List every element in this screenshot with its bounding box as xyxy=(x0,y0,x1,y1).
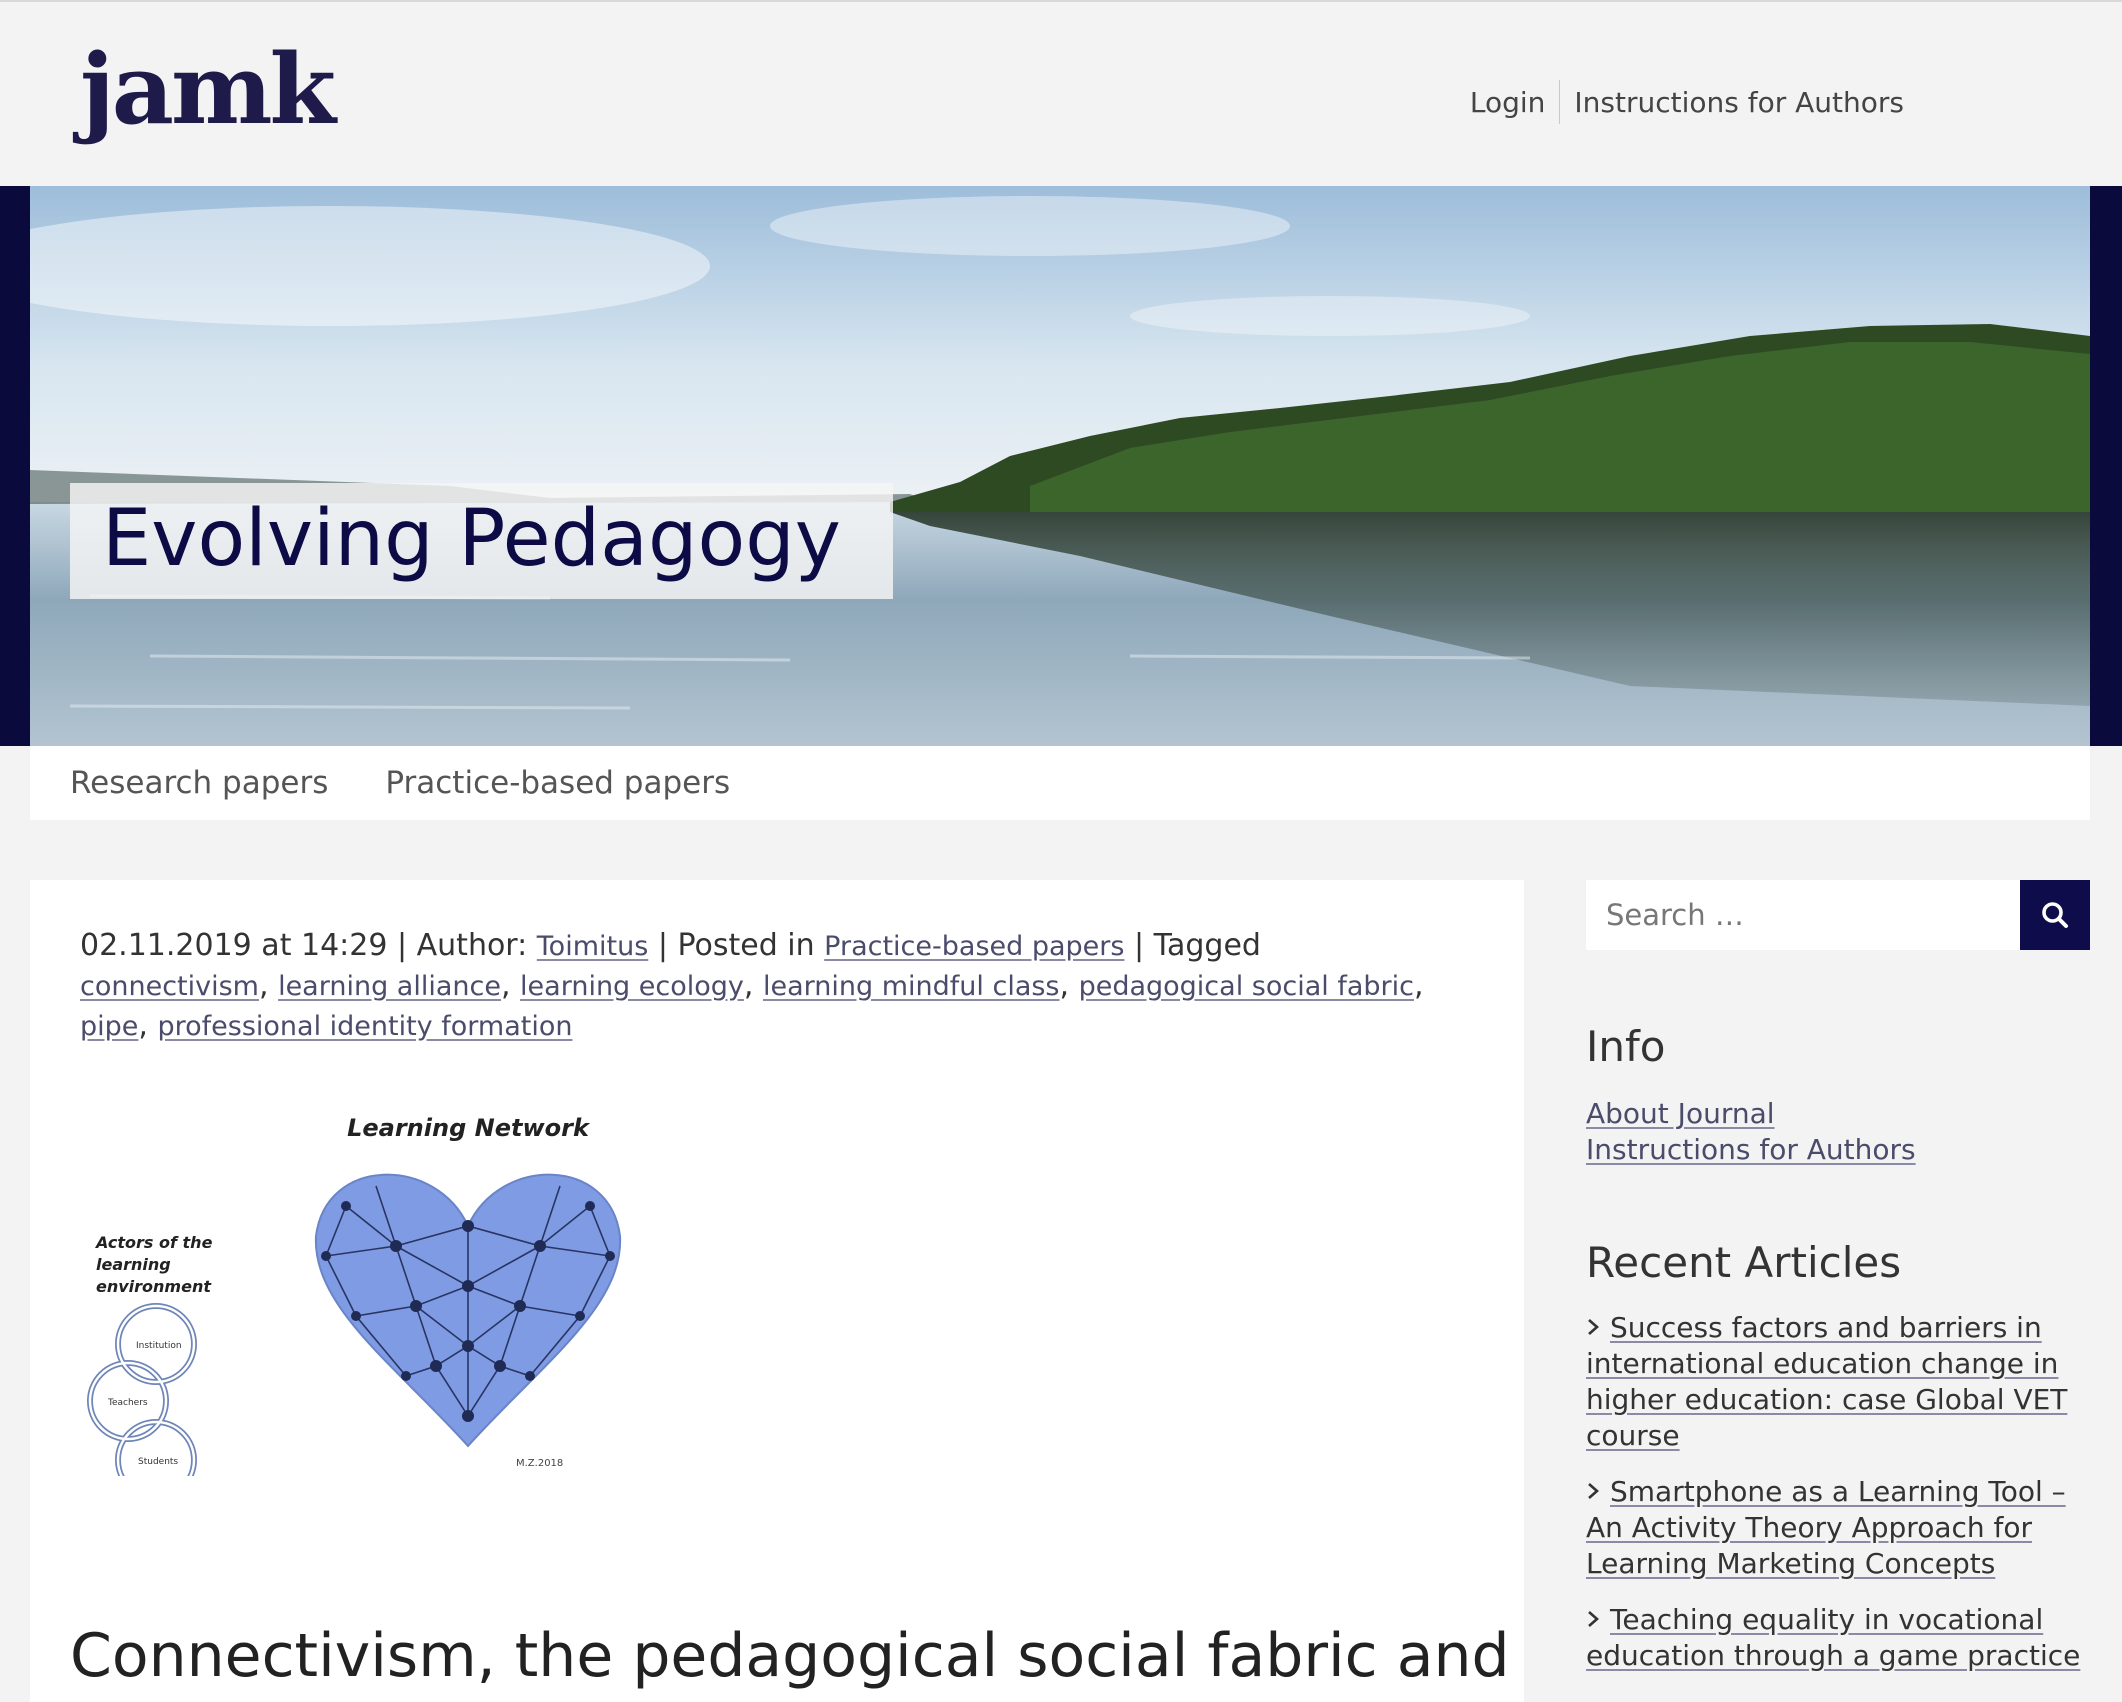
practice-based-papers-link[interactable]: Practice-based papers xyxy=(385,765,731,801)
article-card xyxy=(30,880,1524,1702)
actors-caption xyxy=(94,1233,213,1296)
info-links xyxy=(1586,1096,1916,1168)
list-item xyxy=(1586,1310,2096,1454)
category-nav xyxy=(30,746,2090,820)
tag-link[interactable]: pipe xyxy=(80,1011,139,1042)
posted-in-label: | Posted in xyxy=(657,928,815,963)
hero-banner xyxy=(30,186,2090,746)
search-form xyxy=(1586,880,2090,950)
post-date: 02.11.2019 at 14:29 xyxy=(80,928,388,963)
tag-link[interactable]: learning mindful class xyxy=(762,971,1060,1002)
svg-text:Teachers: Teachers xyxy=(108,1398,148,1408)
lake-landscape-image xyxy=(30,186,2090,746)
post-meta: 02.11.2019 at 14:29 | Author: Toimitus | Posted in Practice-based papers | Tagged connectivism, learning alliance, learning ecology, learning mindful class, pedagogical social fabric, pipe, professional identity formation xyxy=(80,928,1424,1043)
learning-network-figure[interactable] xyxy=(76,1116,676,1476)
jamk-logo[interactable]: jamk xyxy=(80,33,334,146)
search-button[interactable] xyxy=(2020,880,2090,950)
chevron-right-icon xyxy=(1586,1310,1600,1346)
journal-title[interactable]: Evolving Pedagogy xyxy=(102,494,841,584)
recent-article-link[interactable]: Success factors and barriers in international education change in higher education: case Global VET course xyxy=(1586,1311,2068,1452)
sidebar-instructions-link[interactable]: Instructions for Authors xyxy=(1586,1133,1916,1166)
recent-articles-heading: Recent Articles xyxy=(1586,1238,1902,1287)
figure-title: Learning Network xyxy=(347,1116,589,1142)
list-item xyxy=(1586,1602,2096,1674)
svg-text:Actors of the: Actors of the xyxy=(96,1233,213,1252)
tag-link[interactable]: professional identity formation xyxy=(157,1011,573,1042)
tag-link[interactable]: learning alliance xyxy=(278,971,501,1002)
svg-text:learning: learning xyxy=(96,1255,171,1274)
category-link[interactable]: Practice-based papers xyxy=(824,931,1125,962)
about-journal-link[interactable]: About Journal xyxy=(1586,1097,1775,1130)
recent-articles-list xyxy=(1586,1310,2096,1694)
article-title[interactable]: Connectivism, the pedagogical social fabric and xyxy=(70,1621,1510,1691)
tagged-label: | Tagged xyxy=(1134,928,1261,963)
author-link[interactable]: Toimitus xyxy=(536,931,649,962)
svg-text:Institution: Institution xyxy=(136,1341,182,1351)
list-item xyxy=(1586,1474,2096,1582)
tag-link[interactable]: learning ecology xyxy=(520,971,744,1002)
recent-article-link[interactable]: Smartphone as a Learning Tool – An Activity Theory Approach for Learning Marketing Concepts xyxy=(1586,1475,2066,1580)
tag-link[interactable]: connectivism xyxy=(80,971,259,1002)
search-icon xyxy=(2040,900,2070,930)
research-papers-link[interactable]: Research papers xyxy=(70,765,329,801)
svg-text:Students: Students xyxy=(138,1457,179,1467)
instructions-for-authors-link[interactable]: Instructions for Authors xyxy=(1574,85,1904,119)
recent-article-link[interactable]: Teaching equality in vocational education through a game practice xyxy=(1586,1603,2081,1672)
figure-credit: M.Z.2018 xyxy=(516,1458,564,1469)
search-input[interactable] xyxy=(1586,880,2020,950)
chevron-right-icon xyxy=(1586,1474,1600,1510)
chevron-right-icon xyxy=(1586,1602,1600,1638)
svg-text:environment: environment xyxy=(96,1277,211,1296)
hero-title-box xyxy=(70,483,893,599)
login-link[interactable]: Login xyxy=(1469,85,1546,119)
site-header xyxy=(0,0,2122,186)
author-label: | Author: xyxy=(397,928,528,963)
top-nav xyxy=(1456,80,1918,124)
actor-cycle-diagram xyxy=(90,1306,194,1476)
tag-link[interactable]: pedagogical social fabric xyxy=(1078,971,1414,1002)
info-heading: Info xyxy=(1586,1022,1666,1071)
